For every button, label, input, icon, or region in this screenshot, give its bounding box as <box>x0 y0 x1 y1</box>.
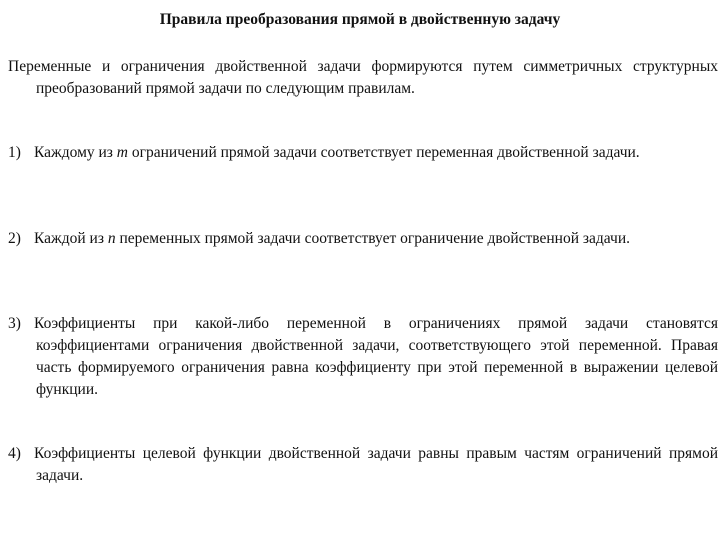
rule-number: 2) <box>8 230 21 247</box>
rule-text-before: Каждому из <box>34 144 117 161</box>
rule-text-after: переменных прямой задачи соответствует ограничение двойственной задачи. <box>115 230 630 247</box>
rule-text: Коэффициенты при какой-либо переменной в ограничениях прямой задачи становятся коэффициентами ограничения двойственной задачи, соответствующего этой переменной. Правая часть формируемого ограничения равна коэффициенту при этой переменной в выражении целевой функции. <box>34 315 718 398</box>
rule-item-3 <box>8 313 718 401</box>
rule-item-2 <box>8 228 718 250</box>
rule-number: 4) <box>8 445 21 462</box>
intro-paragraph: Переменные и ограничения двойственной задачи формируются путем симметричных структурных преобразований прямой задачи по следующим правилам. <box>8 58 718 97</box>
page-title: Правила преобразования прямой в двойственную задачу <box>159 11 561 28</box>
rule-variable: m <box>116 144 128 161</box>
rule-text-after: ограничений прямой задачи соответствует переменная двойственной задачи. <box>128 144 640 161</box>
rule-item-1 <box>8 142 718 164</box>
rule-text-before: Каждой из <box>34 230 108 247</box>
rule-item-4 <box>8 443 718 487</box>
rule-text: Коэффициенты целевой функции двойственной задачи равны правым частям ограничений прямой задачи. <box>34 445 718 484</box>
rule-number: 3) <box>8 315 21 332</box>
rule-variable: n <box>107 230 116 247</box>
rule-number: 1) <box>8 144 21 161</box>
